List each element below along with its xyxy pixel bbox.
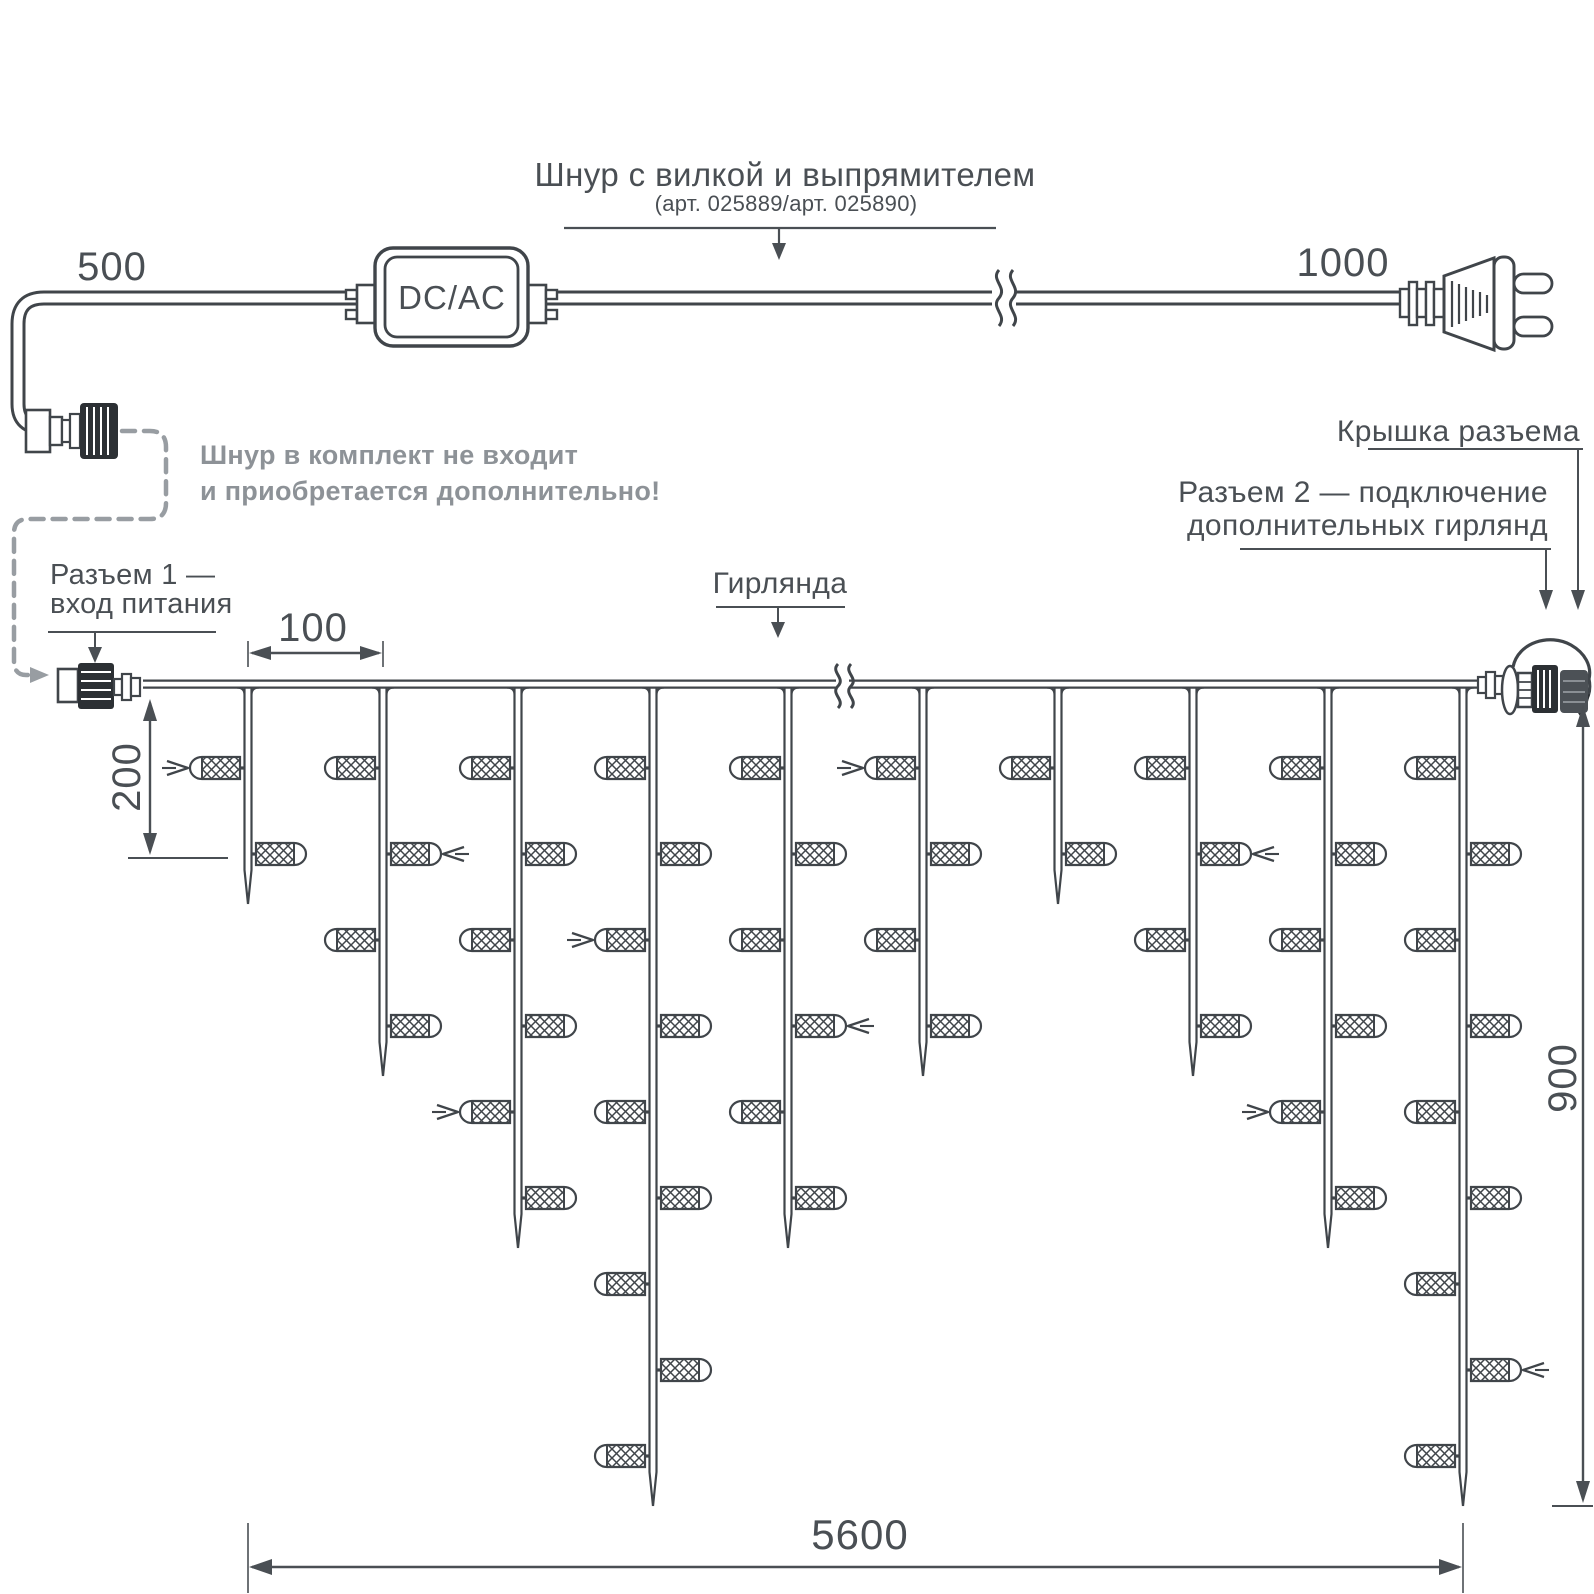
dim-900: 900 xyxy=(1541,1043,1585,1113)
converter-pin-left-top xyxy=(346,290,357,299)
converter-pin-right-bottom xyxy=(546,310,557,319)
led-lamp xyxy=(791,843,847,865)
led-lamp xyxy=(521,1187,577,1209)
led-lamp xyxy=(865,757,921,779)
led-lamp xyxy=(1331,1015,1387,1037)
dcac-converter xyxy=(346,248,557,346)
dim-500: 500 xyxy=(77,245,147,289)
power-cord xyxy=(18,156,1552,459)
dim-1000: 1000 xyxy=(1296,241,1390,285)
icicle-drop xyxy=(865,687,981,1076)
connector1-label-line2: вход питания xyxy=(50,588,233,620)
led-lamp xyxy=(595,1273,651,1295)
plug-prong-bottom xyxy=(1514,317,1552,336)
led-lamp xyxy=(190,757,246,779)
converter-socket-right xyxy=(528,285,546,323)
cord-end-connector xyxy=(26,403,118,459)
connector2-callout xyxy=(1178,476,1553,610)
cord-left xyxy=(18,298,382,428)
led-lamp xyxy=(325,757,381,779)
led-lamp xyxy=(595,757,651,779)
icicle-drop xyxy=(1270,687,1386,1248)
arrow-down-icon xyxy=(1576,1481,1590,1503)
arrow-left-icon xyxy=(249,646,271,660)
led-lamp xyxy=(386,1015,442,1037)
converter-socket-left xyxy=(357,285,375,323)
plug-prong-top xyxy=(1514,274,1552,293)
dim-5600: 5600 xyxy=(811,1511,909,1558)
power-plug-icon xyxy=(1400,257,1552,350)
led-lamp xyxy=(1466,1015,1522,1037)
led-lamp xyxy=(460,1101,516,1123)
led-lamp xyxy=(926,843,982,865)
note-line2: и приобретается дополнительно! xyxy=(200,476,661,506)
led-lamp xyxy=(1405,929,1461,951)
chevron-left-icon xyxy=(848,1019,874,1033)
icicle-drop xyxy=(460,687,576,1248)
connector1 xyxy=(58,663,140,709)
led-lamp xyxy=(791,1187,847,1209)
led-lamp xyxy=(730,1101,786,1123)
led-lamp xyxy=(386,843,442,865)
chevron-right-icon xyxy=(162,761,188,775)
led-lamp xyxy=(251,843,307,865)
led-lamp xyxy=(1000,757,1056,779)
cord-title-callout xyxy=(535,156,1036,260)
led-lamp xyxy=(1270,929,1326,951)
chevron-right-icon xyxy=(837,761,863,775)
led-lamp xyxy=(1405,1101,1461,1123)
arrow-right-icon xyxy=(1439,1559,1462,1575)
led-lamp xyxy=(1466,843,1522,865)
connector2-label-line1: Разъем 2 — подключение xyxy=(1178,476,1548,509)
icicle-drop xyxy=(190,687,306,904)
led-lamp xyxy=(460,929,516,951)
dim-100-group xyxy=(248,606,383,667)
arrow-down-icon xyxy=(88,647,102,663)
led-lamp xyxy=(1270,757,1326,779)
led-lamp xyxy=(325,929,381,951)
chevron-right-icon xyxy=(1242,1105,1268,1119)
led-lamp xyxy=(1196,1015,1252,1037)
led-lamp xyxy=(656,843,712,865)
connector2-label-line2: дополнительных гирлянд xyxy=(1187,509,1548,542)
led-lamp xyxy=(1135,757,1191,779)
icicle-drop xyxy=(595,687,711,1506)
connector2 xyxy=(1478,640,1590,721)
arrow-down-icon xyxy=(771,622,785,638)
icicle-drop xyxy=(730,687,846,1248)
converter-pin-left-bottom xyxy=(346,310,357,319)
led-lamp xyxy=(460,757,516,779)
arrow-down-icon xyxy=(772,243,786,260)
arrow-down-icon xyxy=(1539,590,1553,610)
led-lamp xyxy=(926,1015,982,1037)
led-lamp xyxy=(1331,843,1387,865)
icicle-drop xyxy=(1405,687,1521,1506)
dim-5600-group xyxy=(248,1511,1463,1593)
led-lamp xyxy=(1196,843,1252,865)
converter-label: DC/AC xyxy=(398,279,506,316)
dim-100: 100 xyxy=(278,606,348,650)
garland-label: Гирлянда xyxy=(712,567,848,600)
chevron-right-icon xyxy=(567,933,593,947)
led-lamp xyxy=(595,1445,651,1467)
led-lamp xyxy=(1331,1187,1387,1209)
led-lamp xyxy=(791,1015,847,1037)
dim-900-group xyxy=(1541,705,1593,1506)
led-lamp xyxy=(595,929,651,951)
led-lamp xyxy=(1466,1187,1522,1209)
led-lamp xyxy=(595,1101,651,1123)
led-lamp xyxy=(1405,1445,1461,1467)
led-lamp xyxy=(730,757,786,779)
led-lamp xyxy=(865,929,921,951)
chevron-left-icon xyxy=(443,847,469,861)
led-lamp xyxy=(1405,1273,1461,1295)
cord-title: Шнур с вилкой и выпрямителем xyxy=(534,156,1036,193)
icicle-drop xyxy=(325,687,441,1076)
arrow-down-icon xyxy=(143,833,157,855)
led-lamp xyxy=(1466,1359,1522,1381)
led-lamp xyxy=(656,1015,712,1037)
chevron-left-icon xyxy=(1523,1363,1549,1377)
arrow-down-icon xyxy=(1571,590,1585,610)
led-lamp xyxy=(521,1015,577,1037)
arrow-right-icon xyxy=(30,667,49,683)
connector1-callout xyxy=(48,559,233,663)
optional-cord-dashed-path xyxy=(14,431,166,683)
led-lamp xyxy=(521,843,577,865)
arrow-right-icon xyxy=(360,646,382,660)
icicle-drop xyxy=(1000,687,1116,904)
garland-callout xyxy=(713,567,848,638)
note-line1: Шнур в комплект не входит xyxy=(200,440,579,470)
connector1-label-line1: Разъем 1 — xyxy=(50,559,216,591)
garland-wire xyxy=(143,664,1478,708)
converter-pin-right-top xyxy=(546,290,557,299)
led-lamp xyxy=(656,1359,712,1381)
arrow-left-icon xyxy=(249,1559,272,1575)
cord-break-icon xyxy=(996,270,1015,326)
led-lamp xyxy=(1270,1101,1326,1123)
dim-200: 200 xyxy=(105,742,149,812)
led-lamp xyxy=(730,929,786,951)
led-lamp xyxy=(1405,757,1461,779)
cord-note xyxy=(200,440,660,506)
led-lamp xyxy=(656,1187,712,1209)
chevron-right-icon xyxy=(432,1105,458,1119)
cord-subtitle: (арт. 025889/арт. 025890) xyxy=(654,191,918,216)
icicle-drop xyxy=(1135,687,1251,1076)
chevron-left-icon xyxy=(1253,847,1279,861)
led-lamp xyxy=(1061,843,1117,865)
arrow-up-icon xyxy=(143,699,157,721)
led-lamp xyxy=(1135,929,1191,951)
garland-drops xyxy=(162,687,1549,1506)
wire-break-icon xyxy=(836,664,854,708)
cap-label: Крышка разъема xyxy=(1336,415,1580,448)
